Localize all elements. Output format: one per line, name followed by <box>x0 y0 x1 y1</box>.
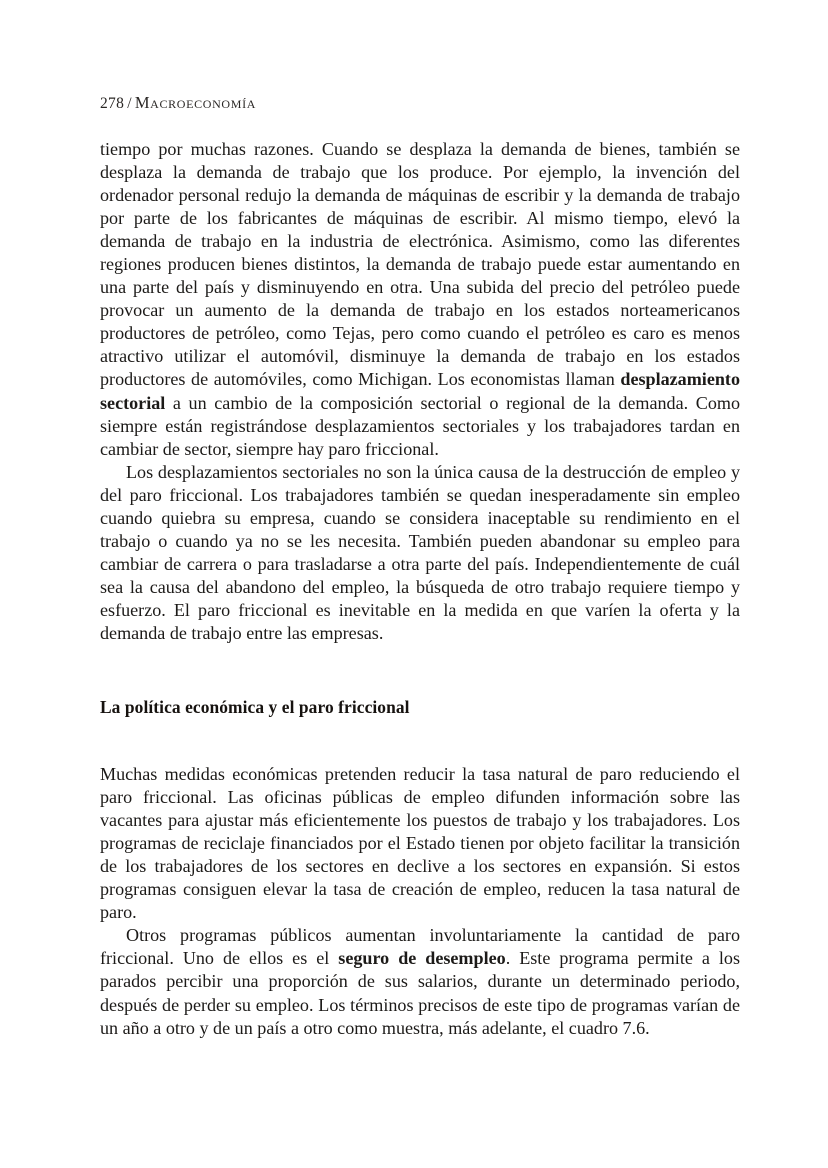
running-head-separator: / <box>127 95 132 112</box>
section-heading: La política económica y el paro friccional <box>100 697 410 718</box>
text-column <box>100 138 740 1040</box>
book-title: Macroeconomía <box>134 93 257 112</box>
running-head <box>100 93 256 113</box>
page-number: 278 <box>100 95 125 112</box>
text-run-0: Los desplazamientos sectoriales no son la única causa de la destrucción de empleo y del paro friccional. Los trabajadores también se quedan inesperadamente sin empleo cuando quiebra su empresa, cuando se considera inaceptable su rendimiento en el trabajo o cuando ya no se les necesita. También pueden abandonar su empleo para cambiar de carrera o para trasladarse a otra parte del país. Independientemente de cuál sea la causa del abandono del empleo, la búsqueda de otro trabajo requiere tiempo y esfuerzo. El paro friccional es inevitable en la medida en que varíen la oferta y la demanda de trabajo entre las empresas. <box>100 461 740 643</box>
paragraph-3 <box>100 763 740 924</box>
paragraph-4 <box>100 924 740 1039</box>
text-run-0: Otros programas públicos aumentan involuntariamente la cantidad de paro friccional. Uno de ellos es el <box>100 925 740 969</box>
emphasis-term: desplazamiento sectorial <box>100 369 740 413</box>
emphasis-term: seguro de desempleo <box>338 948 506 969</box>
text-run-2: . Este programa permite a los parados percibir una proporción de sus salarios, durante un determinado periodo, después de perder su empleo. Los términos precisos de este tipo de programas varían de un año a otro y de un país a otro como muestra, más adelante, el cuadro 7.6. <box>100 948 741 1038</box>
heading-spacer-below <box>100 719 740 763</box>
paragraph-2 <box>100 461 740 645</box>
text-run-2: a un cambio de la composición sectorial o regional de la demanda. Como siempre están registrándose desplazamientos sectoriales y los trabajadores tardan en cambiar de sector, siempre hay paro friccional. <box>100 392 740 459</box>
text-run-0: tiempo por muchas razones. Cuando se desplaza la demanda de bienes, también se desplaza la demanda de trabajo que los produce. Por ejemplo, la invención del ordenador personal redujo la demanda de máquinas de escribir y la demanda de trabajo por parte de los fabricantes de máquinas de escribir. Al mismo tiempo, elevó la demanda de trabajo en la industria de electrónica. Asimismo, como las diferentes regiones producen bienes distintos, la demanda de trabajo puede estar aumentando en una parte del país y disminuyendo en otra. Una subida del precio del petróleo puede provocar un aumento de la demanda de trabajo en los estados norteamericanos productores de petróleo, como Tejas, pero como cuando el petróleo es caro es menos atractivo utilizar el automóvil, disminuye la demanda de trabajo en los estados productores de automóviles, como Michigan. Los economistas llaman <box>100 139 740 390</box>
paragraph-1 <box>100 138 740 461</box>
text-run-0: Muchas medidas económicas pretenden reducir la tasa natural de paro reduciendo el paro friccional. Las oficinas públicas de empleo difunden información sobre las vacantes para ajustar más eficientemente los puestos de trabajo y los trabajadores. Los programas de reciclaje financiados por el Estado tienen por objeto facilitar la transición de los trabajadores de los sectores en declive a los sectores en expansión. Si estos programas consiguen elevar la tasa de creación de empleo, reducen la tasa natural de paro. <box>100 764 740 923</box>
heading-spacer-above <box>100 645 740 696</box>
